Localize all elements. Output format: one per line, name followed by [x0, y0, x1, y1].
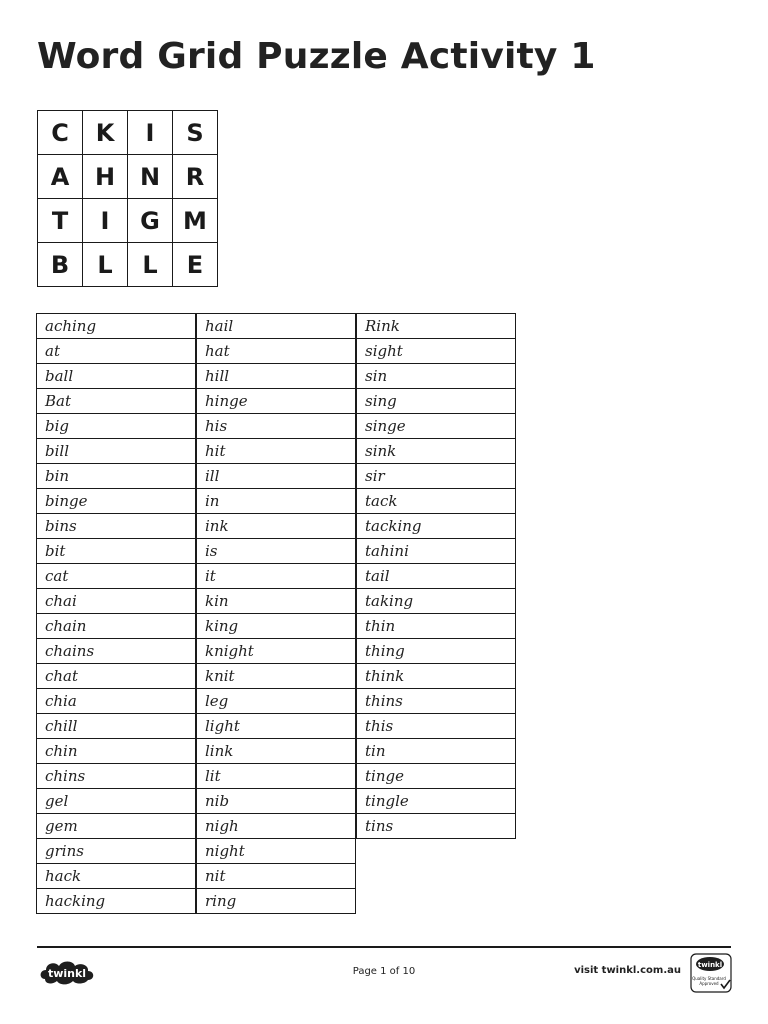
quality-badge-icon	[690, 953, 732, 993]
word-cell: taking	[356, 588, 516, 614]
grid-cell: L	[128, 243, 173, 287]
grid-cell: I	[83, 199, 128, 243]
word-cell: kin	[196, 588, 356, 614]
word-cell: bin	[36, 463, 196, 489]
word-cell: hacking	[36, 888, 196, 914]
word-cell: bins	[36, 513, 196, 539]
page-number: Page 1 of 10	[352, 966, 416, 977]
word-cell: chia	[36, 688, 196, 714]
word-cell: sin	[356, 363, 516, 389]
grid-cell: S	[173, 111, 218, 155]
word-cell: it	[196, 563, 356, 589]
word-cell: singe	[356, 413, 516, 439]
word-cell: his	[196, 413, 356, 439]
word-cell: nit	[196, 863, 356, 889]
word-cell: link	[196, 738, 356, 764]
word-cell: big	[36, 413, 196, 439]
word-cell: grins	[36, 838, 196, 864]
word-cell: sight	[356, 338, 516, 364]
word-cell: chai	[36, 588, 196, 614]
grid-cell: T	[38, 199, 83, 243]
word-cell: tins	[356, 813, 516, 839]
word-cell: Bat	[36, 388, 196, 414]
word-cell: ball	[36, 363, 196, 389]
word-cell: night	[196, 838, 356, 864]
word-cell: tacking	[356, 513, 516, 539]
word-cell: this	[356, 713, 516, 739]
word-cell: chat	[36, 663, 196, 689]
grid-cell: H	[83, 155, 128, 199]
grid-row	[38, 243, 218, 287]
word-cell: hill	[196, 363, 356, 389]
word-cell: ring	[196, 888, 356, 914]
website-link[interactable]: visit twinkl.com.au	[574, 965, 681, 976]
word-cell: knit	[196, 663, 356, 689]
word-cell: knight	[196, 638, 356, 664]
grid-cell: I	[128, 111, 173, 155]
word-cell: in	[196, 488, 356, 514]
word-cell: chin	[36, 738, 196, 764]
word-cell: nib	[196, 788, 356, 814]
word-cell: binge	[36, 488, 196, 514]
logo-text: twinkl	[47, 967, 87, 980]
word-cell: is	[196, 538, 356, 564]
word-cell: hat	[196, 338, 356, 364]
word-cell: ill	[196, 463, 356, 489]
word-cell: ink	[196, 513, 356, 539]
badge-logo-text: twinkl	[697, 961, 723, 969]
word-list-table	[37, 313, 517, 939]
grid-cell: B	[38, 243, 83, 287]
word-cell: sing	[356, 388, 516, 414]
word-cell: bit	[36, 538, 196, 564]
letter-grid	[37, 110, 218, 287]
word-cell: chill	[36, 713, 196, 739]
grid-cell: L	[83, 243, 128, 287]
word-cell: gem	[36, 813, 196, 839]
word-cell: bill	[36, 438, 196, 464]
word-cell: gel	[36, 788, 196, 814]
word-cell: leg	[196, 688, 356, 714]
word-cell: sink	[356, 438, 516, 464]
word-cell: tail	[356, 563, 516, 589]
word-cell: tack	[356, 488, 516, 514]
grid-row	[38, 111, 218, 155]
word-cell: chains	[36, 638, 196, 664]
word-cell: king	[196, 613, 356, 639]
grid-cell: N	[128, 155, 173, 199]
badge-line-1: Quality Standard	[692, 976, 726, 981]
word-cell: think	[356, 663, 516, 689]
word-column-2	[197, 313, 357, 914]
footer-divider	[37, 946, 731, 948]
word-cell: cat	[36, 563, 196, 589]
word-cell: aching	[36, 313, 196, 339]
word-cell: tingle	[356, 788, 516, 814]
grid-row	[38, 155, 218, 199]
word-cell: tahini	[356, 538, 516, 564]
word-cell: at	[36, 338, 196, 364]
word-cell: sir	[356, 463, 516, 489]
badge-line-2: Approved	[699, 981, 719, 986]
word-cell: hinge	[196, 388, 356, 414]
word-cell: hit	[196, 438, 356, 464]
word-cell: thins	[356, 688, 516, 714]
word-column-3	[357, 313, 517, 839]
word-cell: tin	[356, 738, 516, 764]
word-column-1	[37, 313, 197, 914]
word-cell: thing	[356, 638, 516, 664]
grid-cell: M	[173, 199, 218, 243]
word-cell: light	[196, 713, 356, 739]
grid-cell: R	[173, 155, 218, 199]
grid-cell: K	[83, 111, 128, 155]
grid-cell: A	[38, 155, 83, 199]
grid-row	[38, 199, 218, 243]
word-cell: chins	[36, 763, 196, 789]
word-cell: nigh	[196, 813, 356, 839]
grid-cell: E	[173, 243, 218, 287]
grid-cell: C	[38, 111, 83, 155]
word-cell: Rink	[356, 313, 516, 339]
word-cell: tinge	[356, 763, 516, 789]
grid-cell: G	[128, 199, 173, 243]
word-cell: chain	[36, 613, 196, 639]
word-cell: lit	[196, 763, 356, 789]
word-cell: thin	[356, 613, 516, 639]
word-cell: hail	[196, 313, 356, 339]
page-title: Word Grid Puzzle Activity 1	[37, 36, 596, 77]
word-cell: hack	[36, 863, 196, 889]
